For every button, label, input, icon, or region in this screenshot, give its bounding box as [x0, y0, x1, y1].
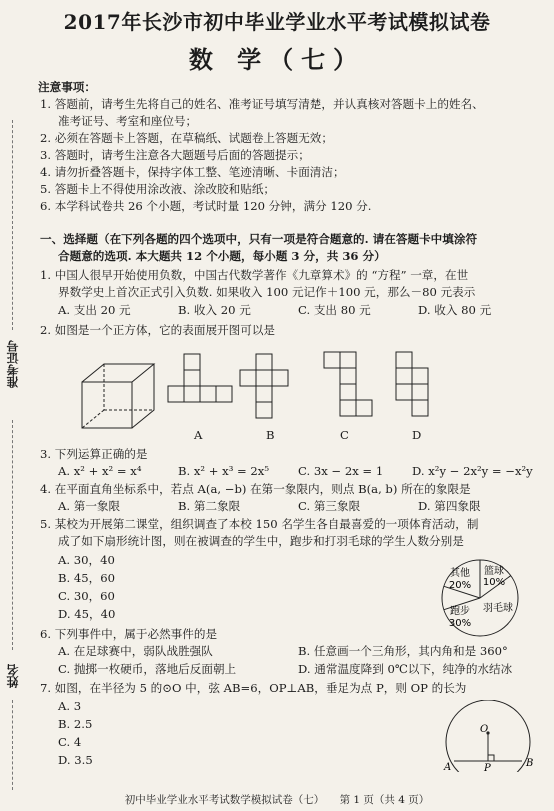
- right-angle-mark: [488, 755, 494, 761]
- q6-option-a: A. 在足球赛中，弱队战胜强队: [58, 644, 213, 658]
- q5-option-b: B. 45，60: [58, 571, 115, 585]
- label-a: A: [444, 762, 452, 772]
- pie-pct-basketball: 10%: [482, 577, 506, 588]
- q1-option-c: C. 支出 80 元: [298, 303, 371, 317]
- q4-option-d: D. 第四象限: [418, 499, 481, 513]
- notice-item: 准考证号、考室和座位号；: [58, 114, 198, 128]
- q7-option-c: C. 4: [58, 735, 82, 749]
- q6-stem: 6. 下列事件中，属于必然事件的是: [40, 627, 218, 641]
- q5-stem: 5. 某校为开展第二课堂，组织调查了本校 150 名学生各自最喜爱的一项体育活动，制: [40, 517, 479, 531]
- q6-option-d: D. 通常温度降到 0℃以下，纯净的水结冰: [298, 662, 513, 676]
- q1-stem: 1. 中国人很早开始使用负数，中国古代数学著作《九章算术》的 “方程” 一章，在世: [40, 268, 469, 282]
- label-o: O: [480, 724, 489, 735]
- label-b: B: [526, 758, 534, 769]
- pie-label-running: 跑步: [450, 606, 470, 617]
- net-option-d: [392, 348, 446, 430]
- exam-subtitle: 数 学（七）: [188, 45, 366, 74]
- q7-stem: 7. 如图，在半径为 5 的⊙O 中，弦 AB=6，OP⊥AB，垂足为点 P，则 OP 的长为: [40, 681, 467, 695]
- q5-option-c: C. 30，60: [58, 589, 115, 603]
- pie-label-basketball: 篮球: [484, 566, 504, 577]
- name-label: 姓名: [6, 664, 20, 688]
- binding-line-bottom: [12, 700, 13, 790]
- notice-item: 4. 请勿折叠答题卡，保持字体工整、笔迹清晰、卡面清洁；: [40, 165, 345, 179]
- section-heading: 一、选择题（在下列各题的四个选项中，只有一项是符合题意的. 请在答题卡中填涂符: [40, 232, 478, 246]
- q3-option-c: C. 3x − 2x = 1: [298, 464, 384, 478]
- q1-option-d: D. 收入 80 元: [418, 303, 492, 317]
- cube-figure: [78, 360, 158, 432]
- q1-option-b: B. 收入 20 元: [178, 303, 251, 317]
- q3-stem: 3. 下列运算正确的是: [40, 447, 148, 461]
- q7-option-b: B. 2.5: [58, 717, 93, 731]
- binding-line-top: [12, 120, 13, 330]
- pie-pct-other: 20%: [448, 580, 472, 591]
- footer-exam-name: 初中毕业学业水平考试数学模拟试卷（七）: [124, 794, 325, 806]
- q3-option-a: A. x² + x² = x⁴: [58, 464, 142, 478]
- q1-option-a: A. 支出 20 元: [58, 303, 131, 317]
- exam-title: 2017年长沙市初中毕业学业水平考试模拟试卷: [63, 10, 491, 34]
- q6-option-c: C. 抛掷一枚硬币，落地后反面朝上: [58, 662, 237, 676]
- q7-option-a: A. 3: [58, 699, 82, 713]
- pie-label-badminton: 羽毛球: [483, 603, 513, 614]
- notice-item: 2. 必须在答题卡上答题，在草稿纸、试题卷上答题无效；: [40, 131, 333, 145]
- q5-option-a: A. 30，40: [58, 553, 115, 567]
- notice-item: 1. 答题前，请考生先将自己的姓名、准考证号填写清楚，并认真核对答题卡上的姓名、: [40, 97, 484, 111]
- q3-option-b: B. x² + x³ = 2x⁵: [178, 464, 269, 478]
- q1-stem-cont: 界数学史上首次正式引入负数. 如果收入 100 元记作＋100 元，那么－80 元表示: [58, 285, 476, 299]
- pie-label-other: 其他: [450, 568, 470, 579]
- net-label-c: C: [340, 428, 349, 442]
- q4-option-c: C. 第三象限: [298, 499, 361, 513]
- notice-item: 5. 答题卡上不得使用涂改液、涂改胶和贴纸；: [40, 182, 276, 196]
- q5-option-d: D. 45，40: [58, 607, 116, 621]
- net-label-a: A: [194, 428, 203, 442]
- q4-option-b: B. 第二象限: [178, 499, 241, 513]
- binding-line-middle: [12, 420, 13, 650]
- section-heading-cont: 合题意的选项. 本大题共 12 个小题，每小题 3 分，共 36 分）: [58, 249, 386, 263]
- page-footer: [0, 792, 554, 807]
- notice-item: 6. 本学科试卷共 26 个小题，考试时量 120 分钟，满分 120 分.: [40, 199, 372, 213]
- net-option-c: [320, 348, 374, 430]
- q3-option-d: D. x²y − 2x²y = −x²y: [412, 464, 533, 478]
- q2-stem: 2. 如图是一个正方体，它的表面展开图可以是: [40, 323, 276, 337]
- net-option-b: [236, 350, 308, 422]
- q5-stem-cont: 成了如下扇形统计图，则在被调查的学生中，跑步和打羽毛球的学生人数分别是: [58, 534, 464, 548]
- q7-option-d: D. 3.5: [58, 753, 93, 767]
- q4-stem: 4. 在平面直角坐标系中，若点 A(a, −b) 在第一象限内，则点 B(a, b) 所在的象限是: [40, 482, 471, 496]
- pie-chart: [430, 556, 534, 640]
- label-p: P: [484, 763, 491, 772]
- notice-item: 3. 答题时，请考生注意各大题题号后面的答题提示；: [40, 148, 310, 162]
- pie-pct-running: 30%: [448, 618, 472, 629]
- notice-heading: 注意事项：: [38, 80, 96, 94]
- exam-number-label: 准考证号: [6, 340, 20, 388]
- q4-option-a: A. 第一象限: [58, 499, 121, 513]
- net-label-d: D: [412, 428, 422, 442]
- net-option-a: [164, 350, 236, 422]
- circle-figure: [432, 700, 544, 772]
- q6-option-b: B. 任意画一个三角形，其内角和是 360°: [298, 644, 508, 658]
- net-label-b: B: [266, 428, 275, 442]
- footer-page-number: 第 1 页（共 4 页）: [339, 794, 430, 806]
